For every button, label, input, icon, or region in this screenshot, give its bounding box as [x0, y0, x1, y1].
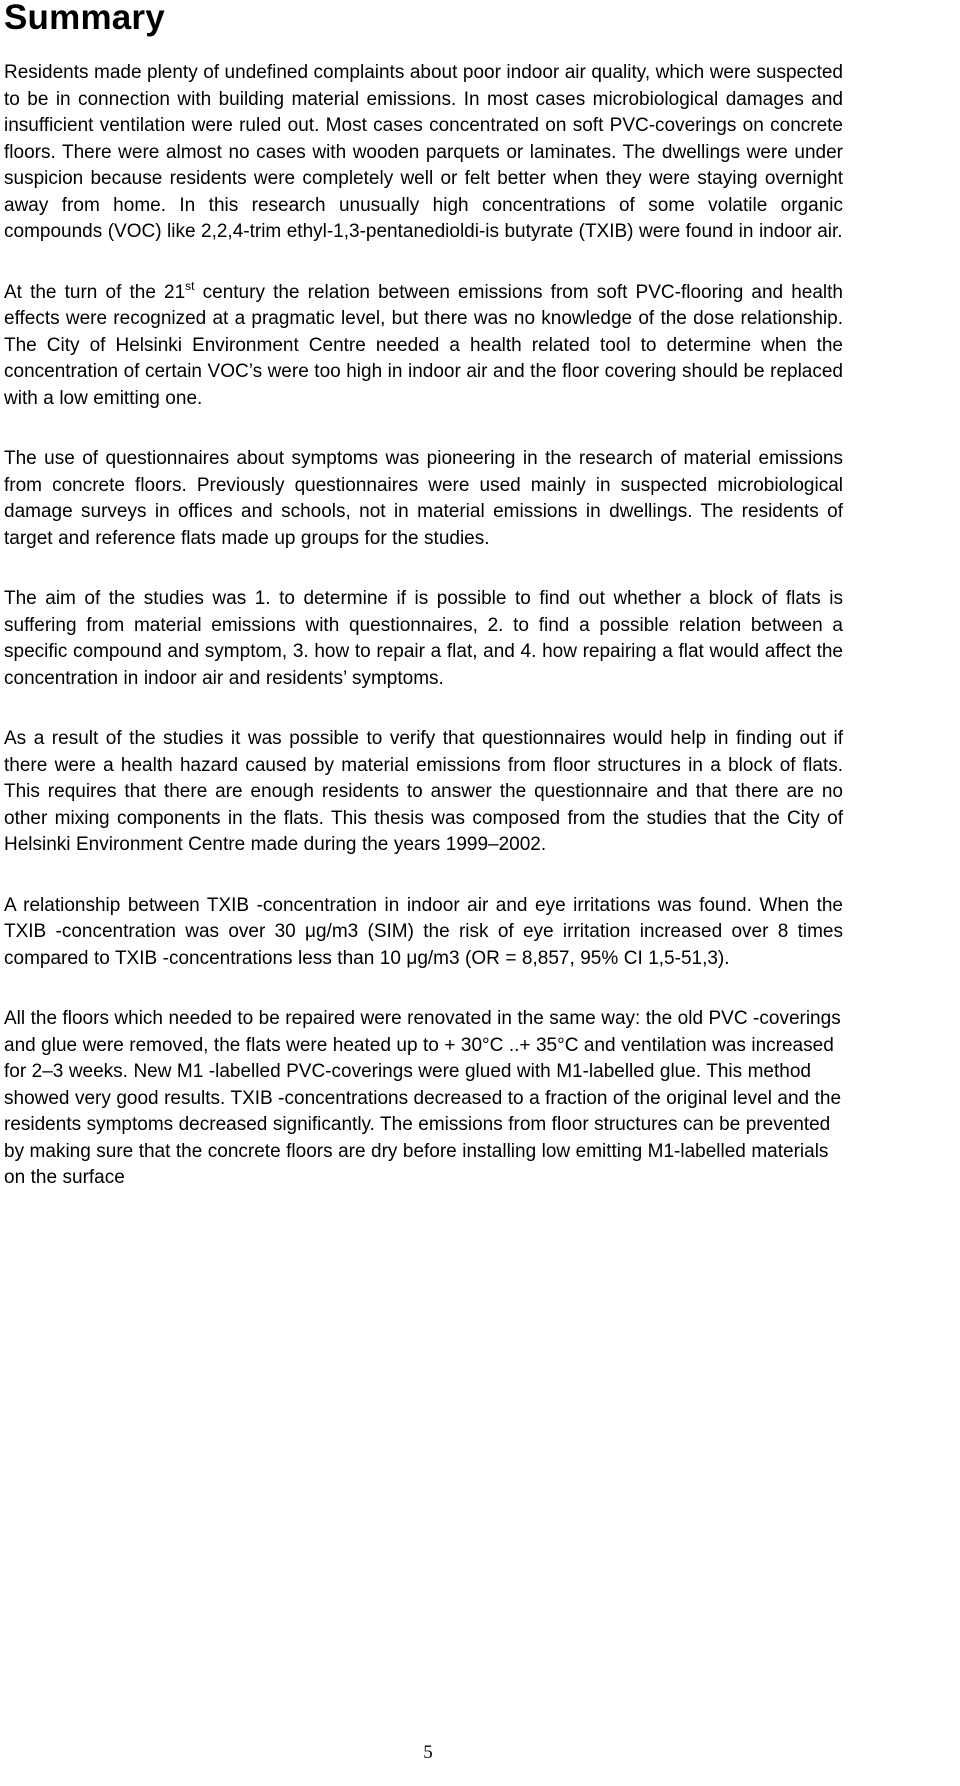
- ordinal-suffix: st: [185, 278, 195, 293]
- paragraph-7: All the floors which needed to be repaired were renovated in the same way: the old PVC -coverings and glue were removed, the flats were heated up to + 30°C ..+ 35°C and ventilation was increased for 2–3 weeks. New M1 -labelled PVC-coverings were glued with M1-labelled glue. This method showed very good results. TXIB -concentrations decreased to a fraction of the original level and the residents symptoms decreased significantly. The emissions from floor structures can be prevented by making sure that the concrete floors are dry before installing low emitting M1-labelled materials on the surface: [4, 1008, 842, 1188]
- paragraph-4: The aim of the studies was 1. to determine if is possible to find out whether a block of flats is suffering from material emissions with questionnaires, 2. to find a possible relation between a specific compound and symptom, 3. how to repair a flat, and 4. how repairing a flat would affect the concentration in indoor air and residents’ symptoms.: [4, 588, 843, 689]
- paragraph-5: As a result of the studies it was possible to verify that questionnaires would help in finding out if there were a health hazard caused by material emissions from floor structures in a block of flats. This requires that there are enough residents to answer the questionnaire and that there are no other mixing components in the flats. This thesis was composed from the studies that the City of Helsinki Environment Centre made during the years 1999–2002.: [4, 728, 843, 855]
- paragraph-1: Residents made plenty of undefined complaints about poor indoor air quality, which were suspected to be in connection with building material emissions. In most cases microbiological damages and insufficient ventilation were ruled out. Most cases concentrated on soft PVC-coverings on concrete floors. There were almost no cases with wooden parquets or laminates. The dwellings were under suspicion because residents were completely well or felt better when they were staying overnight away from home. In this research unusually high concentrations of some volatile organic compounds (VOC) like 2,2,4-trim ethyl-1,3-pentanedioldi-is butyrate (TXIB) were found in indoor air.: [4, 62, 843, 242]
- paragraph-6: A relationship between TXIB -concentration in indoor air and eye irritations was found. When the TXIB -concentration was over 30 μg/m3 (SIM) the risk of eye irritation increased over 8 times compared to TXIB -concentrations less than 10 μg/m3 (OR = 8,857, 95% CI 1,5-51,3).: [4, 894, 843, 969]
- page-title: Summary: [4, 0, 165, 37]
- paragraph-2-start: At the turn of the 21: [4, 281, 186, 303]
- paragraph-2-rest: century the relation between emissions from soft PVC-flooring and health effects were recognized at a pragmatic level, but there was no knowledge of the dose relationship. The City of Helsinki Environment Centre needed a health related tool to determine when the concentration of certain VOC’s were too high in indoor air and the floor covering should be replaced with a low emitting one.: [4, 281, 843, 409]
- summary-body: [4, 60, 843, 1192]
- paragraph-2: [4, 280, 843, 413]
- paragraph-3: The use of questionnaires about symptoms was pioneering in the research of material emissions from concrete floors. Previously questionnaires were used mainly in suspected microbiological damage surveys in offices and schools, not in material emissions in dwellings. The residents of target and reference flats made up groups for the studies.: [4, 448, 843, 549]
- page-number: 5: [423, 1742, 433, 1763]
